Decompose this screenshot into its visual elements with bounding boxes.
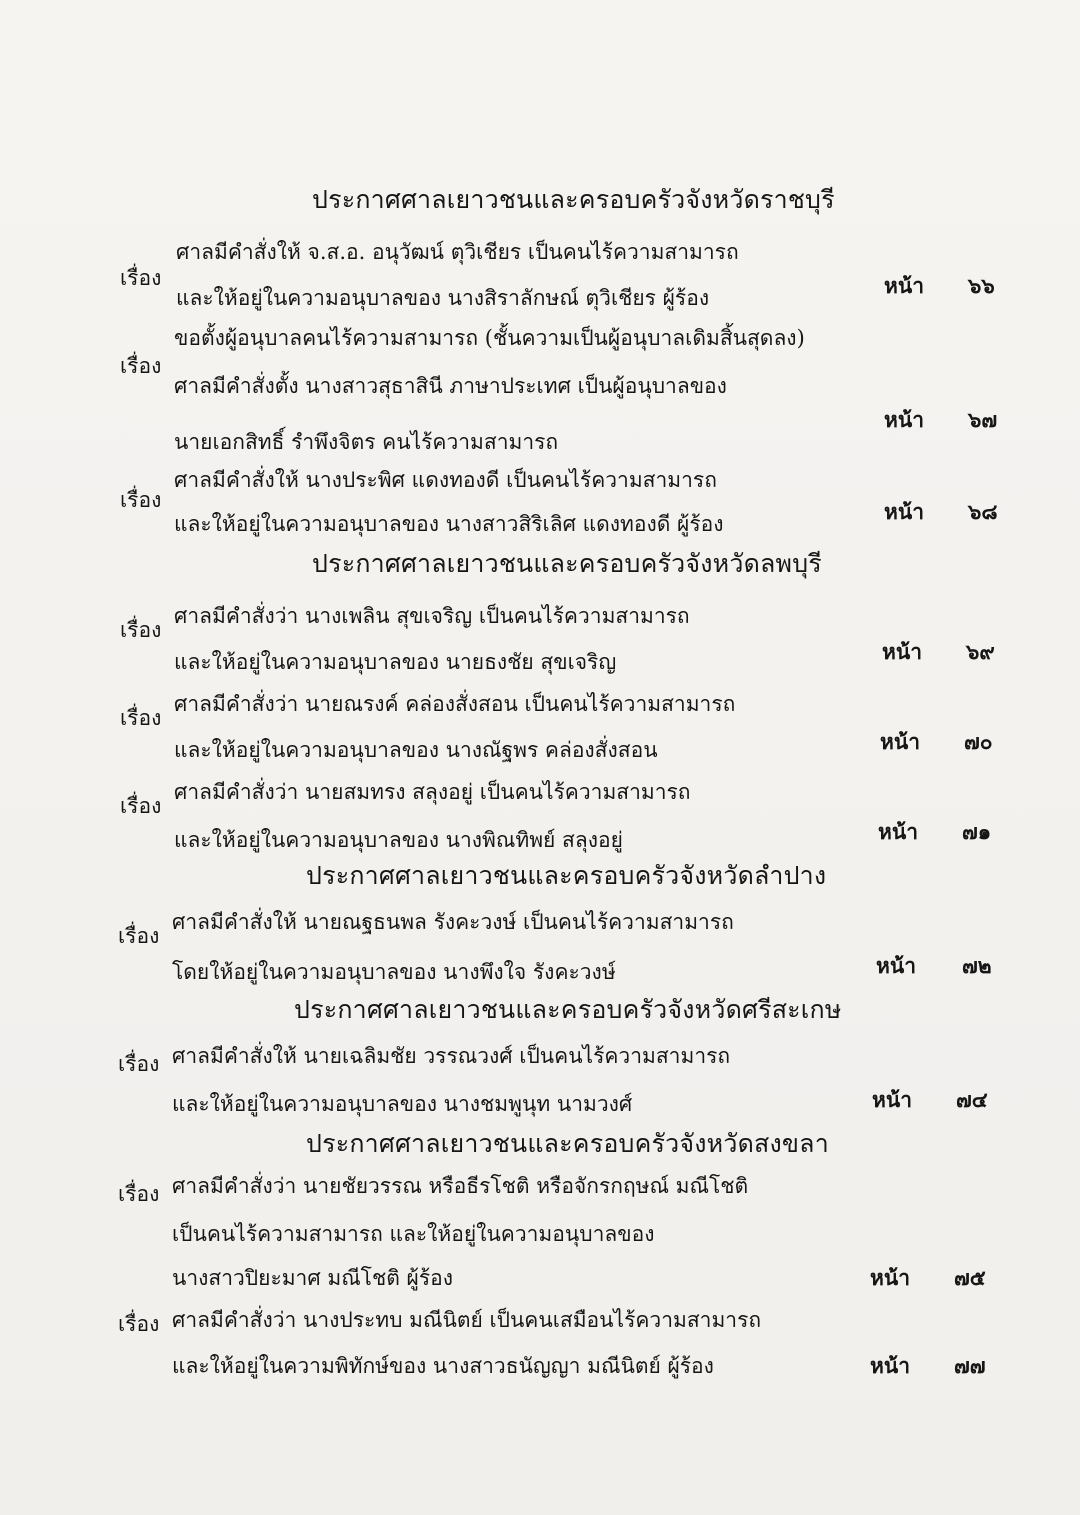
entry-text: และให้อยู่ในความอนุบาลของ นางณัฐพร คล่องสั่งสอน: [174, 738, 658, 762]
entry-keyword: เรื่อง: [118, 1312, 160, 1336]
entry-keyword: เรื่อง: [120, 266, 162, 290]
entry-text: ศาลมีคำสั่งให้ จ.ส.อ. อนุวัฒน์ ตุวิเชียร เป็นคนไร้ความสามารถ: [176, 240, 739, 264]
entry-keyword: เรื่อง: [120, 354, 162, 378]
page-label: หน้า: [882, 639, 922, 664]
page-number: ๖๖: [968, 273, 995, 298]
entry-text: ศาลมีคำสั่งว่า นายสมทรง สลุงอยู่ เป็นคนไร้ความสามารถ: [174, 780, 691, 804]
entry-keyword: เรื่อง: [120, 794, 162, 818]
page-label: หน้า: [880, 729, 920, 754]
entry-keyword: เรื่อง: [118, 924, 160, 948]
entry-text: นายเอกสิทธิ์ รำพึงจิตร คนไร้ความสามารถ: [174, 430, 559, 454]
entry-text: ศาลมีคำสั่งว่า นายชัยวรรณ หรือธีรโชติ หรือจักรกฤษณ์ มณีโชติ: [172, 1174, 749, 1198]
entry-keyword: เรื่อง: [120, 706, 162, 730]
page-number: ๗๗: [954, 1353, 986, 1378]
entry-text: และให้อยู่ในความอนุบาลของ นางชมพูนุท นามวงศ์: [172, 1092, 633, 1116]
page-label: หน้า: [872, 1087, 912, 1112]
page-label: หน้า: [884, 499, 924, 524]
page-number: ๗๐: [964, 729, 993, 754]
entry-text: ศาลมีคำสั่งว่า นางเพลิน สุขเจริญ เป็นคนไร้ความสามารถ: [174, 604, 690, 628]
entry-text: ศาลมีคำสั่งให้ นายเฉลิมชัย วรรณวงศ์ เป็นคนไร้ความสามารถ: [172, 1044, 731, 1068]
page-number: ๗๒: [962, 953, 992, 978]
page-label: หน้า: [884, 273, 924, 298]
section-heading-songkhla: ประกาศศาลเยาวชนและครอบครัวจังหวัดสงขลา: [306, 1129, 829, 1158]
entry-keyword: เรื่อง: [118, 1182, 160, 1206]
entry-text: เป็นคนไร้ความสามารถ และให้อยู่ในความอนุบาลของ: [172, 1222, 655, 1246]
page-number: ๗๑: [962, 819, 992, 844]
entry-keyword: เรื่อง: [120, 488, 162, 512]
entry-text: นางสาวปิยะมาศ มณีโชติ ผู้ร้อง: [172, 1266, 453, 1290]
entry-text: ศาลมีคำสั่งให้ นางประพิศ แดงทองดี เป็นคนไร้ความสามารถ: [174, 468, 717, 492]
entry-text: โดยให้อยู่ในความอนุบาลของ นางพึงใจ รังคะวงษ์: [172, 960, 616, 984]
entry-text: ขอตั้งผู้อนุบาลคนไร้ความสามารถ (ชั้นความเป็นผู้อนุบาลเดิมสิ้นสุดลง): [174, 326, 805, 350]
section-heading-lopburi: ประกาศศาลเยาวชนและครอบครัวจังหวัดลพบุรี: [312, 549, 822, 578]
page-label: หน้า: [878, 819, 918, 844]
entry-text: และให้อยู่ในความอนุบาลของ นางพิณทิพย์ สลุงอยู่: [174, 828, 623, 852]
entry-text: และให้อยู่ในความอนุบาลของ นายธงชัย สุขเจริญ: [174, 650, 617, 674]
section-heading-lampang: ประกาศศาลเยาวชนและครอบครัวจังหวัดลำปาง: [306, 861, 827, 890]
section-heading-ratchaburi: ประกาศศาลเยาวชนและครอบครัวจังหวัดราชบุรี: [312, 185, 835, 214]
entry-text: และให้อยู่ในความพิทักษ์ของ นางสาวธนัญญา มณีนิตย์ ผู้ร้อง: [172, 1354, 714, 1378]
entry-text: ศาลมีคำสั่งให้ นายณฐธนพล รังคะวงษ์ เป็นคนไร้ความสามารถ: [172, 910, 734, 934]
entry-keyword: เรื่อง: [120, 618, 162, 642]
entry-text: ศาลมีคำสั่งว่า นางประทบ มณีนิตย์ เป็นคนเสมือนไร้ความสามารถ: [172, 1308, 762, 1332]
entry-keyword: เรื่อง: [118, 1052, 160, 1076]
page-number: ๖๘: [968, 499, 998, 524]
page-label: หน้า: [884, 407, 924, 432]
entry-text: และให้อยู่ในความอนุบาลของ นางสาวสิริเลิศ แดงทองดี ผู้ร้อง: [174, 512, 724, 536]
section-heading-sisaket: ประกาศศาลเยาวชนและครอบครัวจังหวัดศรีสะเกษ: [294, 995, 842, 1024]
entry-text: ศาลมีคำสั่งว่า นายณรงค์ คล่องสั่งสอน เป็นคนไร้ความสามารถ: [174, 692, 736, 716]
page-label: หน้า: [870, 1353, 910, 1378]
entry-text: และให้อยู่ในความอนุบาลของ นางสิราลักษณ์ ตุวิเชียร ผู้ร้อง: [176, 286, 710, 310]
page-label: หน้า: [870, 1265, 910, 1290]
page-number: ๗๔: [956, 1087, 988, 1112]
page-number: ๖๙: [966, 639, 995, 664]
page-label: หน้า: [876, 953, 916, 978]
entry-text: ศาลมีคำสั่งตั้ง นางสาวสุธาสินี ภาษาประเทศ เป็นผู้อนุบาลของ: [174, 374, 727, 398]
page-number: ๖๗: [968, 407, 998, 432]
page-number: ๗๕: [954, 1265, 986, 1290]
